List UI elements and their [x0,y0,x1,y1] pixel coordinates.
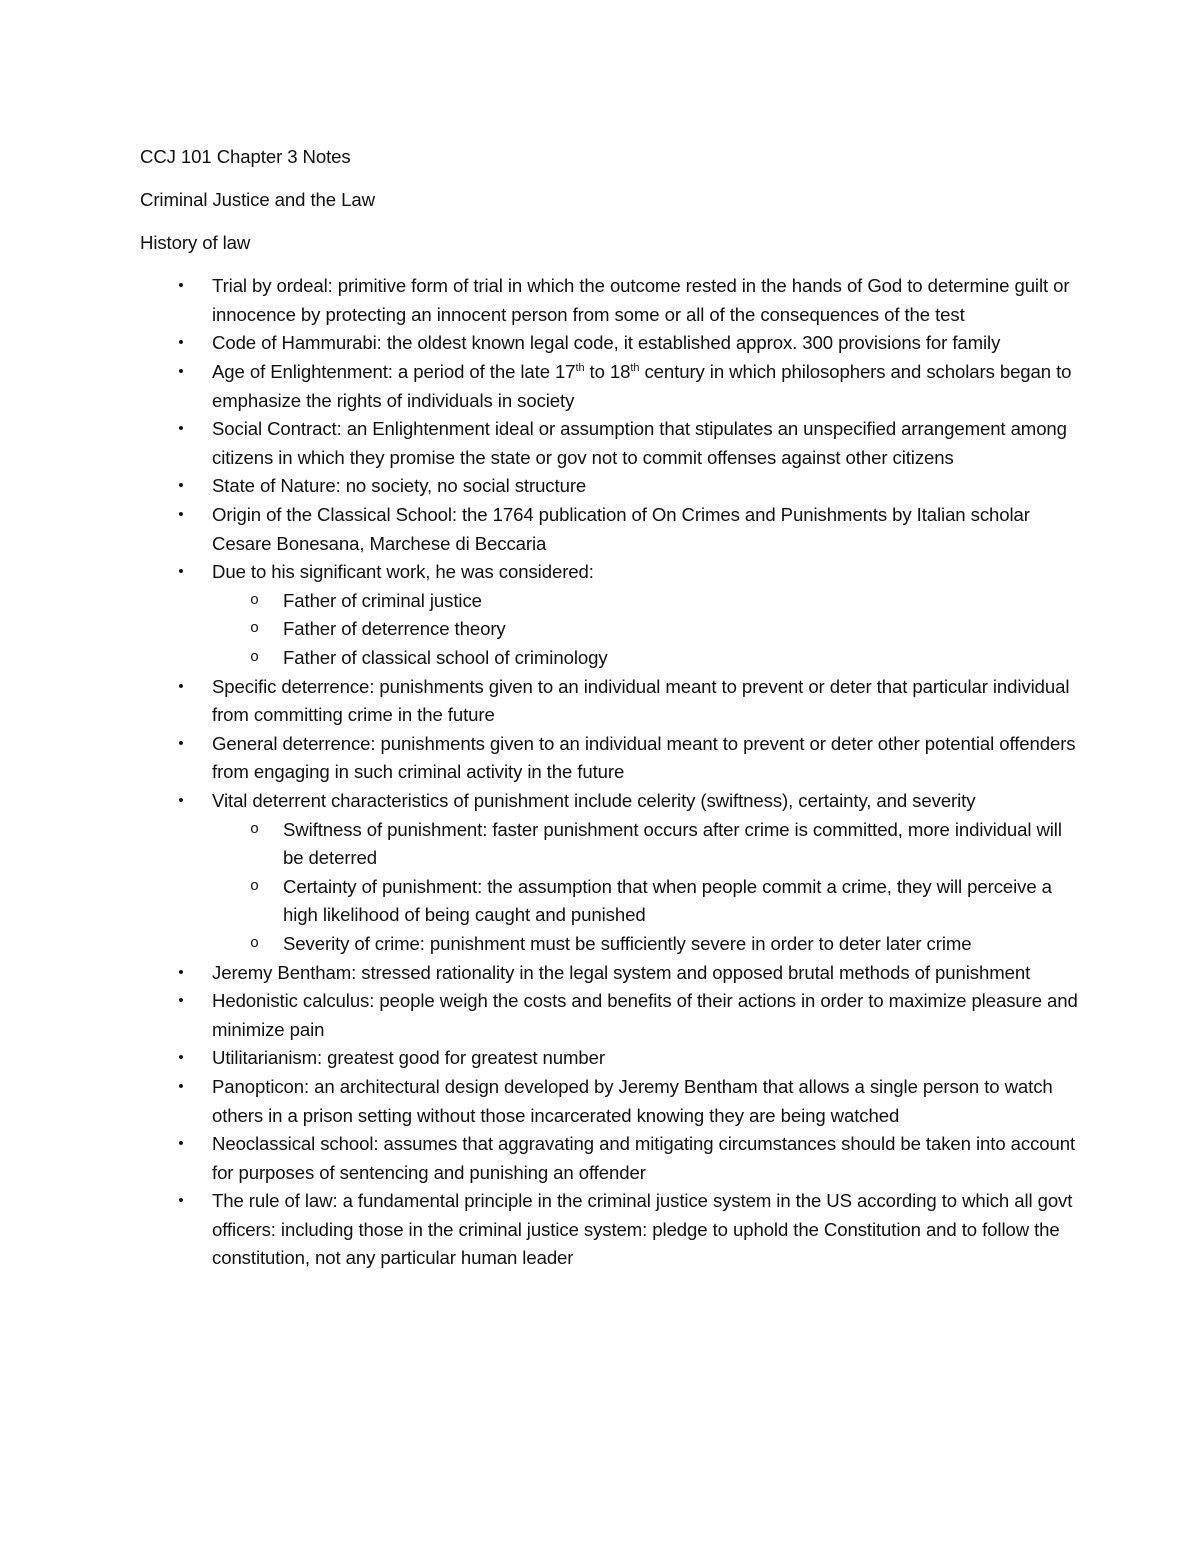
list-item [140,987,1080,1044]
sub-list-item-text: Father of classical school of criminology [283,647,608,668]
list-item-text: Vital deterrent characteristics of punishment include celerity (swiftness), certainty, and severity [212,789,976,811]
hollow-bullet-icon: o [250,620,259,638]
sub-list-item-text: Severity of crime: punishment must be sufficiently severe in order to deter later crime [283,932,972,954]
sub-list-item [212,816,1080,873]
bullet-icon: • [178,563,184,581]
hollow-bullet-icon: o [250,934,259,952]
bullet-icon: • [178,677,184,695]
sub-list [212,816,1080,959]
hollow-bullet-icon: o [250,591,259,609]
list-item-text [212,361,1071,411]
list-item [140,673,1080,730]
list-item-text: Utilitarianism: greatest good for greatest number [212,1047,605,1069]
hollow-bullet-icon: o [250,649,259,666]
sub-list-item [212,930,1080,959]
bullet-icon: • [178,477,184,495]
text-segment: Age of Enlightenment: a period of the late 17 [212,361,576,383]
list-item [140,1187,1080,1273]
bullet-icon: • [178,277,184,295]
list-item-text: Hedonistic calculus: people weigh the costs and benefits of their actions in order to maximize pleasure and minimize pain [212,990,1078,1040]
list-item-text: Origin of the Classical School: the 1764 publication of On Crimes and Punishments by Italian scholar Cesare Bonesana, Marchese di Beccaria [212,504,1030,554]
list-item [140,730,1080,787]
list-item-text: Trial by ordeal: primitive form of trial in which the outcome rested in the hands of God to determine guilt or innocence by protecting an innocent person from some or all of the consequences of the test [212,275,1070,325]
list-item [140,272,1080,329]
bullet-icon: • [178,1192,184,1210]
sub-list-item [212,873,1080,930]
list-item-text: Panopticon: an architectural design developed by Jeremy Bentham that allows a single person to watch others in a prison setting without those incarcerated knowing they are being watched [212,1075,1053,1126]
bullet-icon: • [178,420,184,438]
list-item [140,415,1080,472]
list-item-text: Social Contract: an Enlightenment ideal or assumption that stipulates an unspecified arrangement among citizens in which they promise the state or gov not to commit offenses against other citizens [212,418,1067,468]
list-item-text: Code of Hammurabi: the oldest known legal code, it established approx. 300 provisions for family [212,332,1001,354]
bullet-icon: • [178,791,184,809]
hollow-bullet-icon: o [250,877,259,895]
list-item [140,1044,1080,1073]
bullet-icon: • [178,334,184,352]
bullet-icon: • [178,1049,184,1067]
bullet-icon: • [178,1077,184,1095]
list-item [140,358,1080,415]
list-item [140,1073,1080,1130]
bullet-icon: • [178,1135,184,1153]
sub-list-item-text: Father of criminal justice [283,589,482,611]
notes-list [140,272,1080,1273]
list-item-text: Due to his significant work, he was considered: [212,561,594,583]
sub-list-item [212,587,1080,616]
sub-list-item-text: Father of deterrence theory [283,618,506,640]
list-item-text: General deterrence: punishments given to an individual meant to prevent or deter other potential offenders from engaging in such criminal activity in the future [212,732,1076,783]
list-item-text: State of Nature: no society, no social structure [212,475,587,497]
bullet-icon: • [178,992,184,1010]
list-item-text: Jeremy Bentham: stressed rationality in the legal system and opposed brutal methods of punishment [212,961,1031,983]
document-subtitle: Criminal Justice and the Law [140,189,375,211]
list-item [140,472,1080,501]
superscript: th [575,362,585,375]
list-item-text: Specific deterrence: punishments given to an individual meant to prevent or deter that particular individual from committing crime in the future [212,675,1070,726]
list-item-text: Neoclassical school: assumes that aggravating and mitigating circumstances should be taken into account for purposes of sentencing and punishing an offender [212,1133,1076,1183]
list-item [140,787,1080,959]
list-item-text: The rule of law: a fundamental principle in the criminal justice system in the US according to which all govt officers: including those in the criminal justice system: pledge to uphold the Constitution and to follow the constitution, not any particular human leader [212,1190,1073,1269]
sub-list-item-text: Certainty of punishment: the assumption that when people commit a crime, they will perceive a high likelihood of being caught and punished [283,875,1052,926]
list-item [140,1130,1080,1187]
document-title: CCJ 101 Chapter 3 Notes [140,146,351,167]
list-item [140,959,1080,988]
list-item [140,558,1080,672]
text-segment: to 18 [584,361,631,383]
hollow-bullet-icon: o [250,820,259,838]
list-item [140,501,1080,558]
text-segment: century in which philosophers and scholars began to emphasize the rights of individuals in society [212,361,1072,411]
sub-list [212,587,1080,673]
bullet-icon: • [178,734,184,752]
bullet-icon: • [178,506,184,524]
document-body [140,143,1080,1273]
sub-list-item [212,644,1080,673]
sub-list-item-text: Swiftness of punishment: faster punishment occurs after crime is committed, more individual will be deterred [283,818,1062,869]
bullet-icon: • [178,363,184,381]
bullet-icon: • [178,963,184,981]
list-item [140,329,1080,358]
sub-list-item [212,615,1080,644]
section-heading: History of law [140,232,251,254]
superscript: th [630,362,640,375]
